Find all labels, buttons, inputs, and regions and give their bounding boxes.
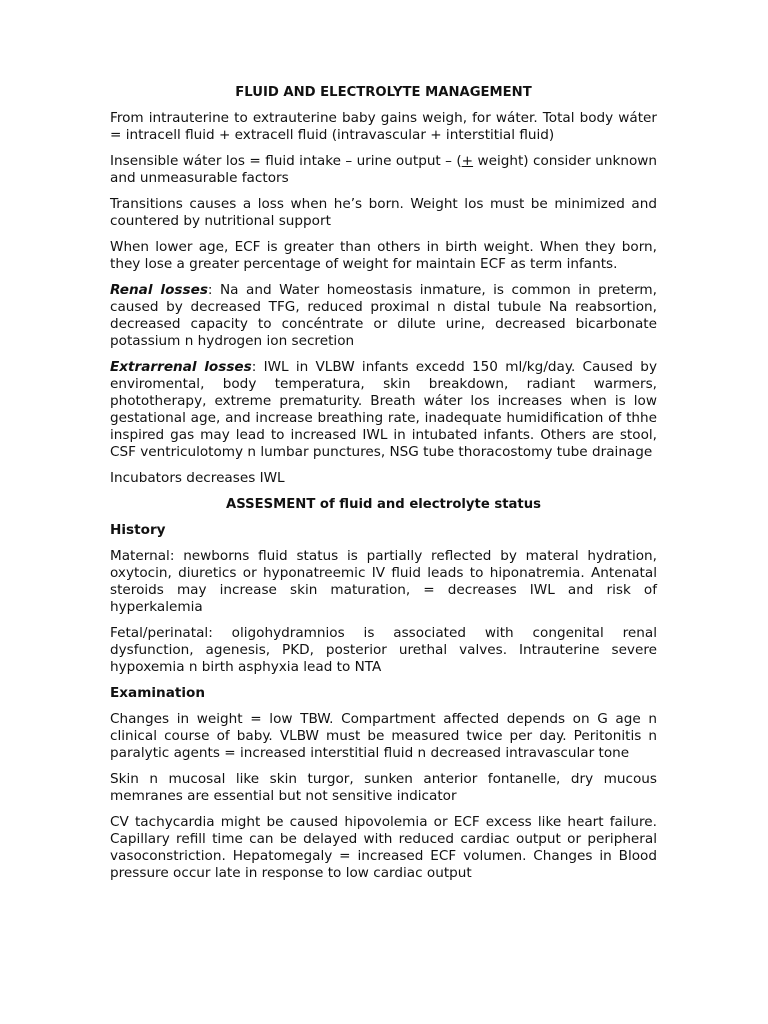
section-title-assesment: ASSESMENT of fluid and electrolyte status bbox=[226, 497, 541, 512]
paragraph-fetal-perinatal: Fetal/perinatal: oligohydramnios is associated with congenital renal dysfunction, agenesis, PKD, posterior urethal valves. Intrauterine severe hypoxemia n birth asphyxia lead to NTA bbox=[110, 625, 657, 675]
paragraph-body-water: From intrauterine to extrauterine baby gains weigh, for wáter. Total body wáter = intracell fluid + extracell fluid (intravascular + interstitial fluid) bbox=[110, 110, 657, 143]
paragraph-ecf: When lower age, ECF is greater than others in birth weight. When they born, they lose a greater percentage of weight for maintain ECF as term infants. bbox=[110, 239, 657, 272]
document-page bbox=[110, 84, 657, 891]
document-title: FLUID AND ELECTROLYTE MANAGEMENT bbox=[235, 85, 532, 100]
renal-losses-text: : Na and Water homeostasis inmature, is common in preterm, caused by decreased TFG, reduced proximal n distal tubule Na reabsortion, decreased capacity to concéntrate or dilute urine, decreased bicarbonate potassium n hydrogen ion secretion bbox=[110, 282, 657, 349]
paragraph-weight-changes: Changes in weight = low TBW. Compartment affected depends on G age n clinical course of baby. VLBW must be measured twice per day. Peritonitis n paralytic agents = increased interstitial fluid n decreased intravascular tone bbox=[110, 711, 657, 761]
extrarrenal-losses-lead: Extrarrenal losses bbox=[110, 359, 252, 375]
paragraph-cardiovascular: CV tachycardia might be caused hipovolemia or ECF excess like heart failure. Capillary refill time can be delayed with reduced cardiac output or peripheral vasoconstriction. Hepatomegaly = increased ECF volumen. Changes in Blood pressure occur late in response to low cardiac output bbox=[110, 814, 657, 881]
paragraph-skin-mucosal: Skin n mucosal like skin turgor, sunken anterior fontanelle, dry mucous memranes are essential but not sensitive indicator bbox=[110, 771, 657, 804]
plus-minus-symbol: + bbox=[461, 153, 474, 169]
insensible-text-before: Insensible wáter los = fluid intake – urine output – ( bbox=[110, 153, 462, 169]
insensible-text-after: weight) consider unknown and unmeasurable factors bbox=[110, 153, 658, 186]
paragraph-transitions: Transitions causes a loss when he’s born. Weight los must be minimized and countered by nutritional support bbox=[110, 196, 657, 229]
paragraph-incubators: Incubators decreases IWL bbox=[110, 470, 285, 486]
renal-losses-lead: Renal losses bbox=[110, 282, 208, 298]
paragraph-maternal: Maternal: newborns fluid status is partially reflected by materal hydration, oxytocin, diuretics or hyponatreemic IV fluid leads to hiponatremia. Antenatal steroids may increase skin maturation, = decreases IWL and risk of hyperkalemia bbox=[110, 548, 657, 615]
paragraph-renal-losses bbox=[110, 282, 657, 350]
heading-examination: Examination bbox=[110, 685, 206, 701]
extrarrenal-losses-text: : IWL in VLBW infants excedd 150 ml/kg/day. Caused by enviromental, body temperatura, skin breakdown, radiant warmers, phototherapy, extreme prematurity. Breath wáter los increases when is low gestational age, and increase breathing rate, inadequate humidification of thhe inspired gas may lead to increased IWL in intubated infants. Others are stool, CSF ventriculotomy n lumbar punctures, NSG tube thoracostomy tube drainage bbox=[110, 359, 657, 460]
heading-history: History bbox=[110, 522, 166, 538]
paragraph-insensible-water bbox=[110, 153, 657, 187]
paragraph-extrarrenal-losses bbox=[110, 359, 657, 461]
